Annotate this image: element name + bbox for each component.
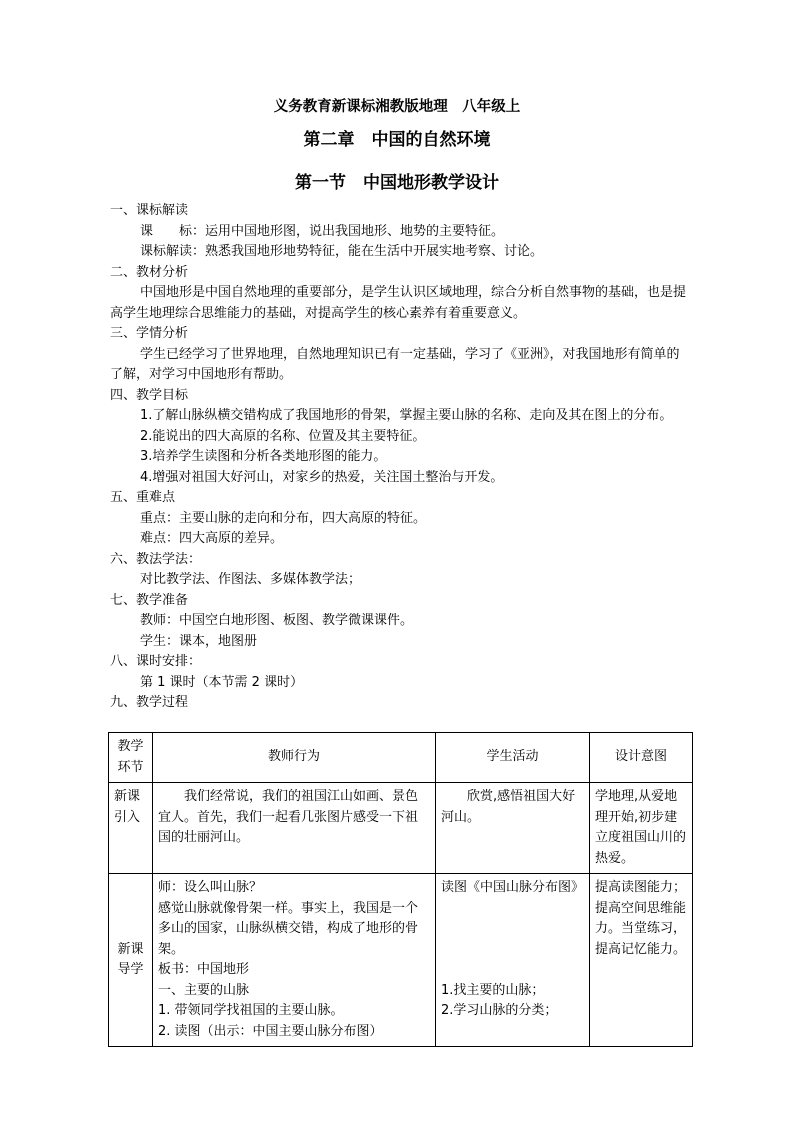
learner-analysis: 学生已经学习了世界地理，自然地理知识已有一定基础，学习了《亚洲》，对我国地形有简单的了解，对学习中国地形有帮助。 bbox=[110, 346, 680, 382]
heading-learners: 三、学情分析 bbox=[110, 326, 189, 341]
table-header-row bbox=[109, 733, 693, 783]
textbook-analysis: 中国地形是中国自然地理的重要部分，是学生认识区域地理，综合分析自然事物的基础，也是提高学生地理综合思维能力的基础，对提高学生的核心素养有着重要意义。 bbox=[110, 285, 687, 321]
objective-3: 3.培养学生读图和分析各类地形图的能力。 bbox=[140, 449, 387, 464]
heading-schedule: 八、课时安排： bbox=[110, 654, 202, 669]
heading-textbook: 二、教材分析 bbox=[110, 264, 189, 280]
teacher-line: 感觉山脉就像骨架一样。事实上，我国是一个多山的国家，山脉纵横交错，构成了地形的骨架。 bbox=[158, 900, 419, 957]
key-point: 重点：主要山脉的走向和分布，四大高原的特征。 bbox=[140, 510, 427, 526]
heading-preparation: 七、教学准备 bbox=[110, 592, 189, 608]
teacher-line: 1. 带领同学找祖国的主要山脉。 bbox=[158, 1003, 344, 1018]
curriculum-interpretation: 课标解读：熟悉我国地形地势特征，能在生活中开展实地考察、讨论。 bbox=[140, 244, 544, 259]
student-line: 读图《中国山脉分布图》 bbox=[441, 880, 585, 895]
teacher-preparation: 教师：中国空白地形图、板图、教学微课课件。 bbox=[140, 613, 414, 628]
document-body bbox=[110, 201, 688, 714]
objective-2: 2.能说出的四大高原的名称、位置及其主要特征。 bbox=[140, 428, 426, 444]
student-cell: 欣赏,感悟祖国大好河山。 bbox=[436, 783, 590, 874]
heading-curriculum: 一、课标解读 bbox=[110, 203, 189, 218]
teacher-line: 2. 读图（出示：中国主要山脉分布图） bbox=[158, 1023, 383, 1039]
table-row bbox=[109, 783, 693, 874]
section-title: 第一节 中国地形教学设计 bbox=[295, 173, 499, 193]
objective-1: 1.了解山脉纵横交错构成了我国地形的骨架，掌握主要山脉的名称、走向及其在图上的分布。 bbox=[140, 408, 673, 423]
teacher-line: 一、主要的山脉 bbox=[158, 982, 250, 998]
heading-objectives: 四、教学目标 bbox=[110, 387, 189, 403]
header-student: 学生活动 bbox=[436, 733, 590, 783]
objective-4: 4.增强对祖国大好河山，对家乡的热爱，关注国土整治与开发。 bbox=[140, 469, 504, 485]
curriculum-standard: 课 标：运用中国地形图，说出我国地形、地势的主要特征。 bbox=[140, 223, 505, 239]
difficult-point: 难点：四大高原的差异。 bbox=[140, 531, 284, 546]
heading-key-points: 五、重难点 bbox=[110, 490, 176, 505]
teacher-line: 师：设么叫山脉？ bbox=[158, 880, 263, 895]
chapter-title: 第二章 中国的自然环境 bbox=[303, 130, 491, 150]
teacher-cell: 我们经常说，我们的祖国江山如画、景色宜人。首先，我们一起看几张图片感受一下祖国的壮丽河山。 bbox=[153, 783, 436, 874]
student-cell bbox=[436, 874, 590, 1047]
teacher-line: 板书：中国地形 bbox=[158, 962, 250, 977]
student-line: 2.学习山脉的分类； bbox=[441, 1003, 558, 1018]
series-title: 义务教育新课标湘教版地理 八年级上 bbox=[273, 99, 521, 115]
heading-methods: 六、教法学法： bbox=[110, 551, 202, 567]
header-stage: 教学环节 bbox=[109, 733, 153, 783]
intent-cell: 提高读图能力；提高空间思维能力。当堂练习，提高记忆能力。 bbox=[590, 874, 693, 1047]
table-row bbox=[109, 874, 693, 1047]
heading-process: 九、教学过程 bbox=[110, 695, 189, 710]
teacher-cell bbox=[153, 874, 436, 1047]
stage-cell: 新课引入 bbox=[109, 783, 153, 874]
stage-cell: 新课导学 bbox=[109, 874, 153, 1047]
header-teacher: 教师行为 bbox=[153, 733, 436, 783]
header-intent: 设计意图 bbox=[590, 733, 693, 783]
intent-cell: 学地理,从爱地理开始,初步建立度祖国山川的热爱。 bbox=[590, 783, 693, 874]
teaching-methods: 对比教学法、作图法、多媒体教学法； bbox=[140, 572, 362, 587]
lesson-schedule: 第 1 课时（本节需 2 课时） bbox=[140, 674, 304, 690]
student-line: 1.找主要的山脉； bbox=[441, 982, 545, 998]
teaching-process-table bbox=[108, 732, 693, 1047]
student-preparation: 学生：课本，地图册 bbox=[140, 633, 258, 649]
